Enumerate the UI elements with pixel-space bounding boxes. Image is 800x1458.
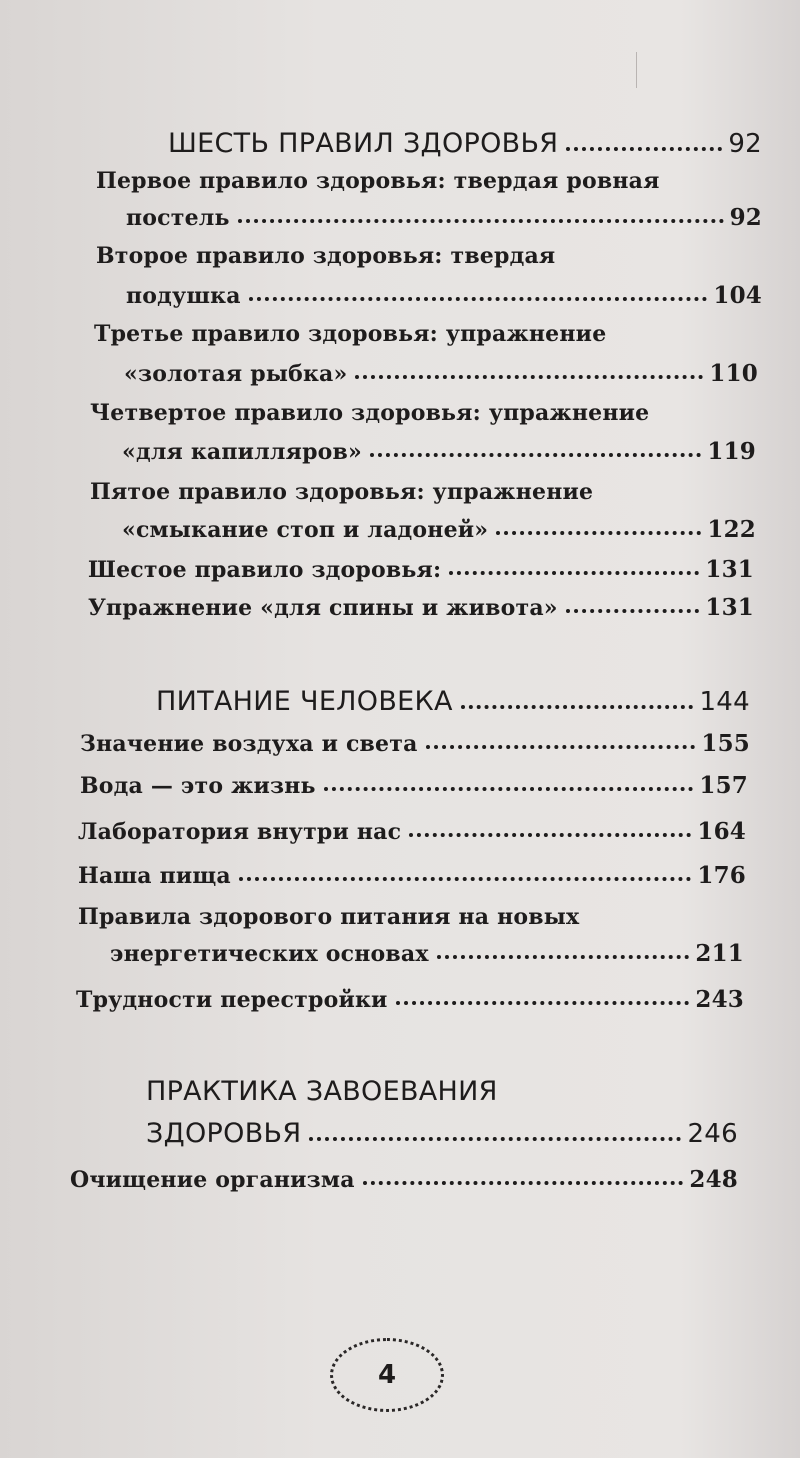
toc-entry: [78, 862, 746, 889]
dot-leader: [355, 375, 703, 379]
dot-leader: [239, 877, 691, 881]
toc-entry-label: Значение воздуха и света: [80, 731, 418, 757]
print-mark: [636, 52, 637, 88]
dot-leader: [496, 531, 701, 535]
section-title: ШЕСТЬ ПРАВИЛ ЗДОРОВЬЯ: [168, 128, 559, 159]
page-ref: 157: [699, 772, 748, 799]
toc-entry: [126, 282, 762, 309]
dot-leader: [249, 297, 708, 301]
page-ref: 155: [701, 730, 750, 757]
toc-entry-line1: Третье правило здоровья: упражнение: [94, 321, 607, 347]
toc-entry-label: «золотая рыбка»: [124, 361, 348, 387]
page-ref: 92: [729, 204, 762, 231]
dot-leader: [363, 1181, 684, 1185]
dot-leader: [324, 787, 694, 791]
toc-entry: [80, 772, 748, 799]
page-ref: 211: [695, 940, 744, 967]
dot-leader: [449, 571, 699, 575]
toc-entry: [70, 1166, 738, 1193]
toc-entry-label: подушка: [126, 283, 241, 309]
toc-entry: [110, 940, 744, 967]
toc-entry: [122, 516, 756, 543]
toc-entry: [88, 594, 754, 621]
page-ref: 246: [687, 1119, 738, 1149]
dot-leader: [461, 705, 694, 709]
toc-entry-line1: Первое правило здоровья: твердая ровная: [96, 168, 660, 194]
toc-entry-line1: Правила здорового питания на новых: [78, 904, 580, 930]
toc-entry-label: «для капилляров»: [122, 439, 362, 465]
dot-leader: [396, 1001, 690, 1005]
page-ref: 92: [728, 129, 762, 159]
page-ref: 122: [707, 516, 756, 543]
toc-entry: [76, 986, 744, 1013]
dot-leader: [426, 745, 696, 749]
toc-entry: [88, 556, 754, 583]
dot-leader: [437, 955, 690, 959]
page-number-badge: [330, 1338, 444, 1412]
toc-entry-label: «смыкание стоп и ладоней»: [122, 517, 489, 543]
toc-entry-label: Шестое правило здоровья:: [88, 557, 442, 583]
toc-entry-label: Вода — это жизнь: [80, 773, 316, 799]
page-ref: 104: [713, 282, 762, 309]
toc-entry: [124, 360, 758, 387]
toc-entry: [122, 438, 756, 465]
page-ref: 248: [689, 1166, 738, 1193]
toc-entry: [126, 204, 762, 231]
toc-entry: [78, 818, 746, 845]
page-ref: 243: [695, 986, 744, 1013]
page-ref: 119: [707, 438, 756, 465]
toc-entry-label: Трудности перестройки: [76, 987, 388, 1013]
page-ref: 176: [697, 862, 746, 889]
page-ref: 131: [705, 556, 754, 583]
dot-leader: [566, 609, 700, 613]
page-ref: 164: [697, 818, 746, 845]
toc-section-heading: [156, 686, 750, 717]
toc-section-heading: [146, 1118, 738, 1149]
dot-leader: [370, 453, 701, 457]
toc-section-heading: [168, 128, 762, 159]
dot-leader: [309, 1137, 681, 1141]
section-title: ПИТАНИЕ ЧЕЛОВЕКА: [156, 686, 453, 717]
toc-entry-line1: Четвертое правило здоровья: упражнение: [90, 400, 650, 426]
dot-leader: [409, 833, 691, 837]
page-ref: 144: [699, 687, 750, 717]
page-ref: 110: [709, 360, 758, 387]
section-title-line1: ПРАКТИКА ЗАВОЕВАНИЯ: [146, 1076, 498, 1107]
toc-entry: [80, 730, 750, 757]
dot-leader: [566, 147, 722, 151]
toc-entry-label: Очищение организма: [70, 1167, 355, 1193]
page-ref: 131: [705, 594, 754, 621]
toc-entry-line1: Пятое правило здоровья: упражнение: [90, 479, 594, 505]
toc-entry-label: Упражнение «для спины и живота»: [88, 595, 558, 621]
toc-entry-line1: Второе правило здоровья: твердая: [96, 243, 556, 269]
section-title: ЗДОРОВЬЯ: [146, 1118, 302, 1149]
toc-entry-label: Лаборатория внутри нас: [78, 819, 402, 845]
dot-leader: [238, 219, 724, 223]
toc-entry-label: Наша пища: [78, 863, 231, 889]
toc-entry-label: постель: [126, 205, 230, 231]
toc-entry-label: энергетических основах: [110, 941, 429, 967]
page-number: 4: [377, 1360, 397, 1390]
